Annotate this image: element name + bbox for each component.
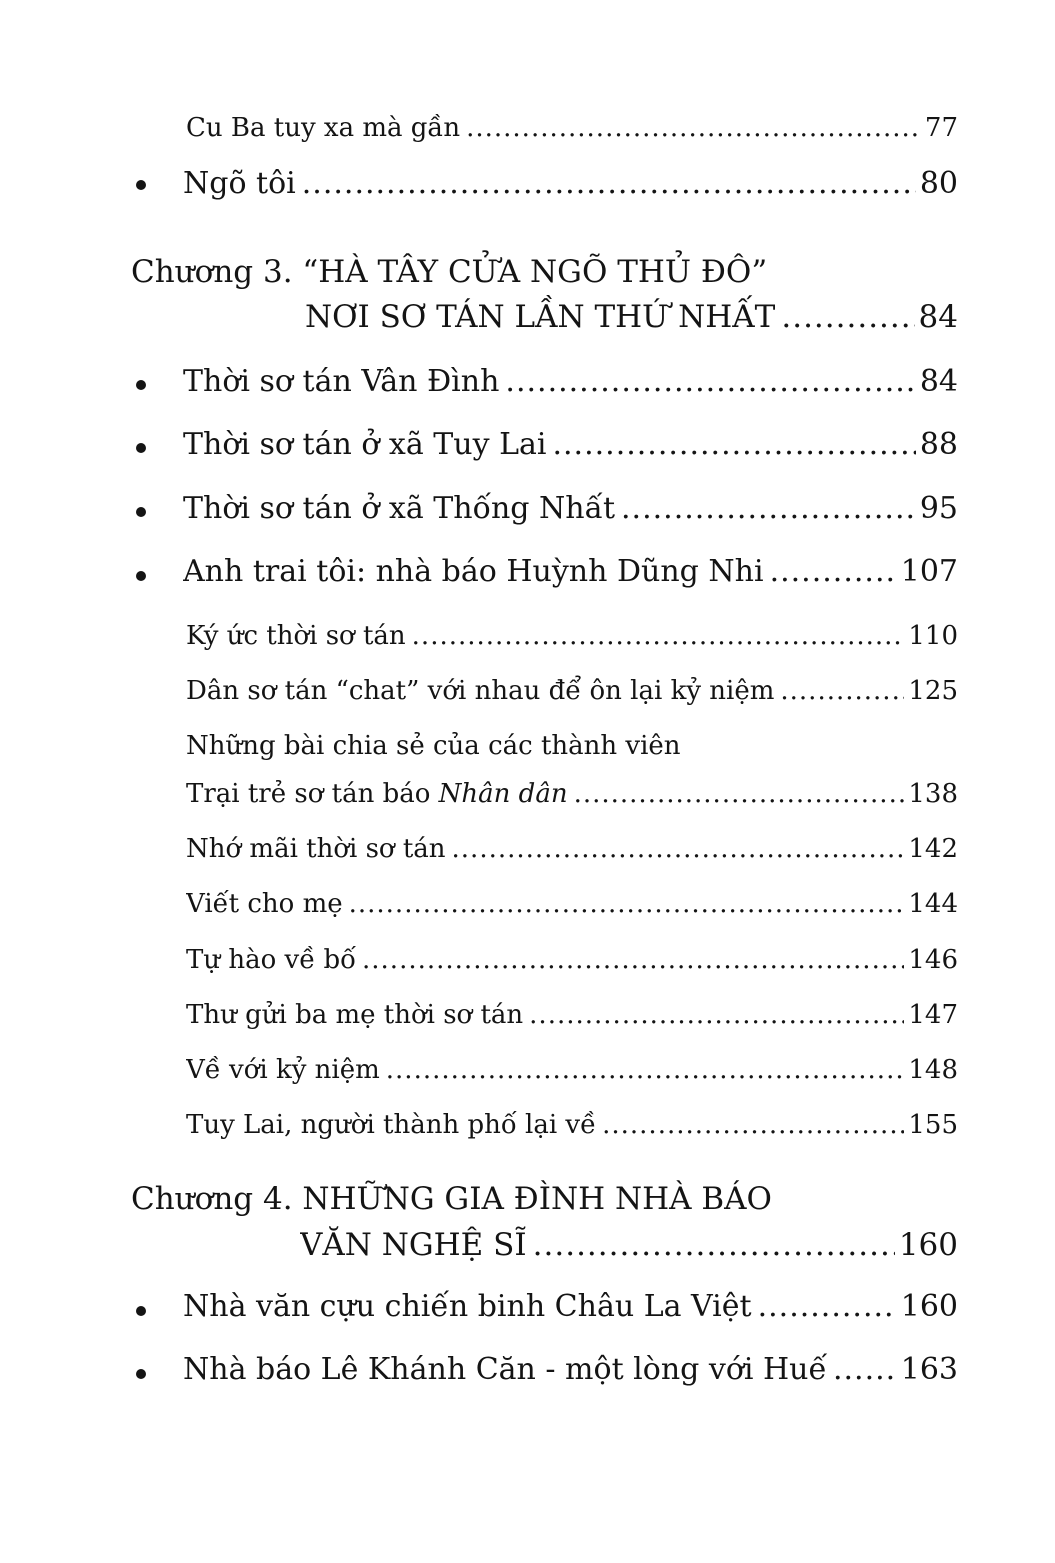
dot-leader [602,1103,904,1147]
toc-entry [186,827,958,871]
toc-entry-page: 84 [918,299,958,335]
toc-entry [186,1048,958,1092]
dot-leader [466,106,921,150]
toc-entry-page: 110 [908,621,958,651]
dot-leader [529,993,904,1037]
toc-entry-page: 125 [908,676,958,706]
toc-entry-page: 80 [919,166,958,201]
toc-entry-page: 142 [908,834,958,864]
toc-entry-title: Cu Ba tuy xa mà gần [186,113,461,143]
bullet-icon [136,1369,146,1379]
toc-entry-title: Nhớ mãi thời sơ tán [186,834,446,864]
toc-entry-title-line2 [186,772,568,816]
chapter-heading: Chương 4. NHỮNG GIA ĐÌNH NHÀ BÁO [131,1181,772,1217]
chapter-heading-line2: NƠI SƠ TÁN LẦN THỨ NHẤT [305,299,776,335]
dot-leader [412,614,905,658]
toc-entry-title-italic: Nhân dân [438,779,568,809]
bullet-icon [136,380,146,390]
toc-entry [186,614,958,658]
toc-entry-title: Viết cho mẹ [186,889,343,919]
toc-entry [186,106,958,150]
toc-entry [186,772,958,816]
dot-leader [833,1348,897,1392]
toc-entry-page: 148 [908,1055,958,1085]
toc-entry-page: 95 [919,491,958,526]
dot-leader [533,1223,895,1267]
toc-entry [183,1348,958,1392]
dot-leader [505,360,915,404]
dot-leader [621,487,916,531]
toc-entry-title: Nhà văn cựu chiến binh Châu La Việt [183,1289,752,1324]
toc-entry-title-line1: Những bài chia sẻ của các thành viên [186,731,681,761]
toc-entry-title-prefix: Trại trẻ sơ tán báo [186,779,439,809]
toc-entry [186,882,958,926]
dot-leader [574,772,905,816]
dot-leader [780,669,904,713]
toc-entry-title: Thời sơ tán ở xã Tuy Lai [183,427,547,462]
toc-entry-page: 138 [908,779,958,809]
toc-entry [186,1103,958,1147]
bullet-icon [136,443,146,453]
bullet-icon [136,507,146,517]
toc-entry-page: 160 [900,1289,958,1324]
toc-entry [183,487,958,531]
chapter-heading: Chương 3. “HÀ TÂY CỬA NGÕ THỦ ĐÔ” [131,254,768,290]
bullet-icon [136,1306,146,1316]
dot-leader [770,550,897,594]
toc-entry-page: 144 [908,889,958,919]
dot-leader [758,1285,897,1329]
toc-entry [183,423,958,467]
toc-entry-title: Ngõ tôi [183,166,296,201]
toc-entry-page: 160 [898,1227,958,1263]
toc-entry-title: Dân sơ tán “chat” với nhau để ôn lại kỷ niệm [186,676,775,706]
dot-leader [781,295,914,339]
dot-leader [552,423,915,467]
dot-leader [302,162,916,206]
toc-entry-title: Thư gửi ba mẹ thời sơ tán [186,1000,524,1030]
toc-entry-title: Thời sơ tán Vân Đình [183,364,500,399]
toc-entry [183,360,958,404]
toc-entry [186,938,958,982]
toc-entry-title: Về với kỷ niệm [186,1055,380,1085]
toc-entry-title: Anh trai tôi: nhà báo Huỳnh Dũng Nhi [183,554,764,589]
toc-entry-title: Tuy Lai, người thành phố lại về [186,1110,597,1140]
toc-entry-title: Nhà báo Lê Khánh Căn - một lòng với Huế [183,1352,827,1387]
toc-entry-title: Ký ức thời sơ tán [186,621,406,651]
toc-entry-page: 84 [919,364,958,399]
toc-entry-page: 77 [924,113,958,143]
toc-entry-page: 88 [919,427,958,462]
toc-entry [186,993,958,1037]
dot-leader [349,882,905,926]
toc-entry-page: 155 [908,1110,958,1140]
toc-entry-page: 146 [908,945,958,975]
chapter-heading-continued [305,295,958,339]
toc-entry [183,1285,958,1329]
chapter-heading-line2: VĂN NGHỆ SĨ [300,1227,527,1263]
dot-leader [452,827,905,871]
dot-leader [386,1048,905,1092]
toc-entry [186,669,958,713]
bullet-icon [136,180,146,190]
toc-entry [183,162,958,206]
chapter-heading-continued [300,1223,958,1267]
bullet-icon [136,571,146,581]
toc-entry [183,550,958,594]
toc-entry-page: 147 [908,1000,958,1030]
toc-entry-title: Thời sơ tán ở xã Thống Nhất [183,491,616,526]
toc-entry-page: 163 [900,1352,958,1387]
toc-entry-page: 107 [900,554,958,589]
dot-leader [362,938,904,982]
toc-entry-title: Tự hào về bố [186,945,357,975]
